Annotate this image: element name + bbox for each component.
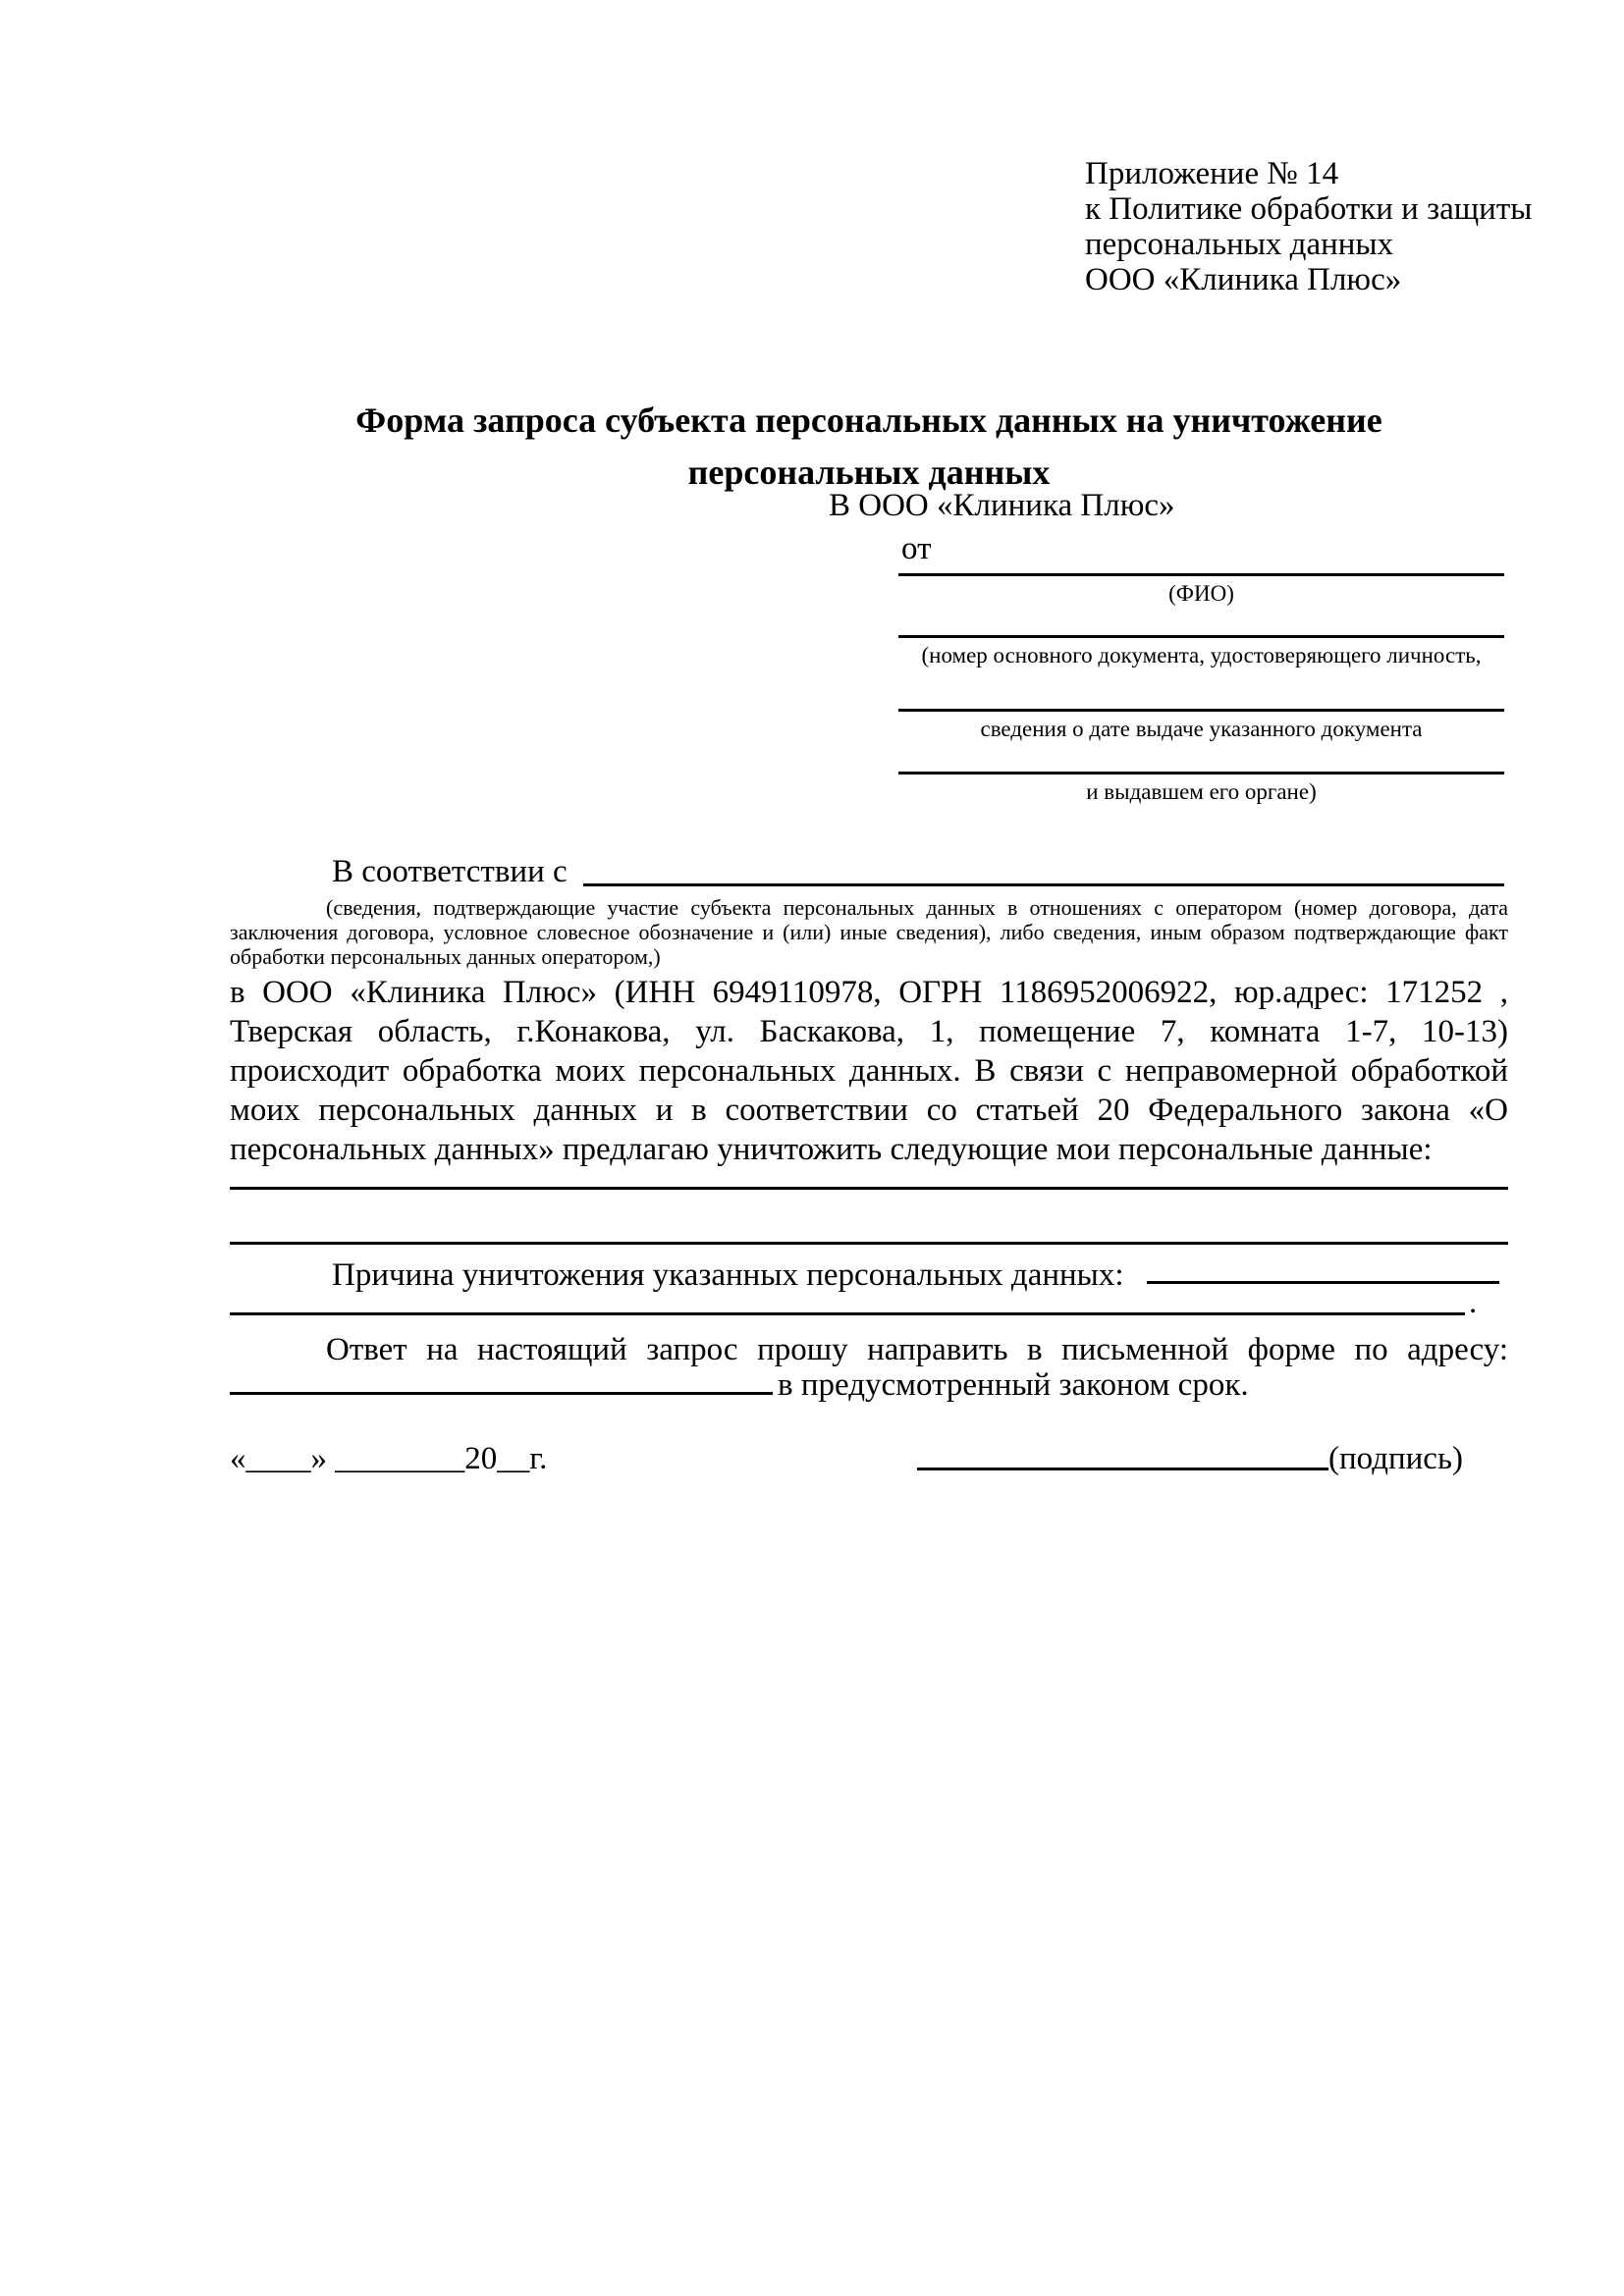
accordance-label: В соответствии с xyxy=(332,854,568,889)
issue-date-caption: сведения о дате выдаче указанного документа xyxy=(980,717,1423,741)
appendix-line: персональных данных xyxy=(1085,227,1394,262)
paragraph-line: происходит обработка моих персональных данных. В связи с неправомерной обработкой xyxy=(230,1053,1508,1089)
footnote-block xyxy=(230,895,1508,969)
appendix-line: к Политике обработки и защиты xyxy=(1085,191,1533,227)
from-label: от xyxy=(901,531,932,566)
paragraph-line: персональных данных» предлагаю уничтожить следующие мои персональные данные: xyxy=(230,1132,1433,1167)
signature-caption: (подпись) xyxy=(1328,1441,1463,1476)
addressee-organization: В ООО «Клиника Плюс» xyxy=(829,488,1175,523)
form-title-line-2: персональных данных xyxy=(687,453,1051,492)
body-paragraph xyxy=(230,973,1508,1169)
accordance-blank-line xyxy=(583,883,1504,886)
paragraph-line: моих персональных данных и в соответствии со статьей 20 Федерального закона «О xyxy=(230,1093,1508,1128)
data-blank-line-1 xyxy=(230,1187,1508,1190)
doc-number-caption: (номер основного документа, удостоверяющего личность, xyxy=(921,643,1482,667)
reason-label: Причина уничтожения указанных персональных данных: xyxy=(332,1257,1124,1293)
issue-date-blank-line xyxy=(898,709,1504,712)
fio-blank-line xyxy=(898,573,1504,576)
doc-number-blank-line xyxy=(898,635,1504,638)
appendix-line: ООО «Клиника Плюс» xyxy=(1085,262,1402,297)
issuer-blank-line xyxy=(898,772,1504,774)
appendix-block xyxy=(1085,156,1532,297)
date-blank: «____» ________20__г. xyxy=(230,1441,548,1476)
data-blank-line-2 xyxy=(230,1242,1508,1245)
signature-line xyxy=(917,1468,1328,1470)
reason-blank-line xyxy=(1147,1281,1499,1284)
form-title-line-1: Форма запроса субъекта персональных данных на уничтожение xyxy=(355,400,1382,440)
footnote-line: заключения договора, условное словесное обозначение и (или) иные сведения), либо сведения, иным образом подтверждающие факт xyxy=(230,920,1508,944)
answer-tail: в предусмотренный законом срок. xyxy=(778,1367,1249,1403)
appendix-line: Приложение № 14 xyxy=(1085,156,1339,191)
paragraph-line: в ООО «Клиника Плюс» (ИНН 6949110978, ОГРН 1186952006922, юр.адрес: 171252 , xyxy=(230,975,1508,1010)
fio-caption: (ФИО) xyxy=(1168,581,1234,606)
footnote-line: обработки персональных данных оператором,) xyxy=(230,944,661,969)
address-blank-line xyxy=(230,1392,773,1395)
footnote-line: (сведения, подтверждающие участие субъекта персональных данных в отношениях с оператором (номер договора, дата xyxy=(326,895,1508,920)
paragraph-line: Тверская область, г.Конакова, ул. Баскакова, 1, помещение 7, комната 1-7, 10-13) xyxy=(230,1014,1508,1049)
sentence-period: . xyxy=(1469,1285,1478,1320)
answer-sentence: Ответ на настоящий запрос прошу направить в письменной форме по адресу: xyxy=(326,1332,1508,1367)
reason-continuation-line xyxy=(230,1312,1465,1315)
issuer-caption: и выдавшем его органе) xyxy=(1086,779,1317,804)
